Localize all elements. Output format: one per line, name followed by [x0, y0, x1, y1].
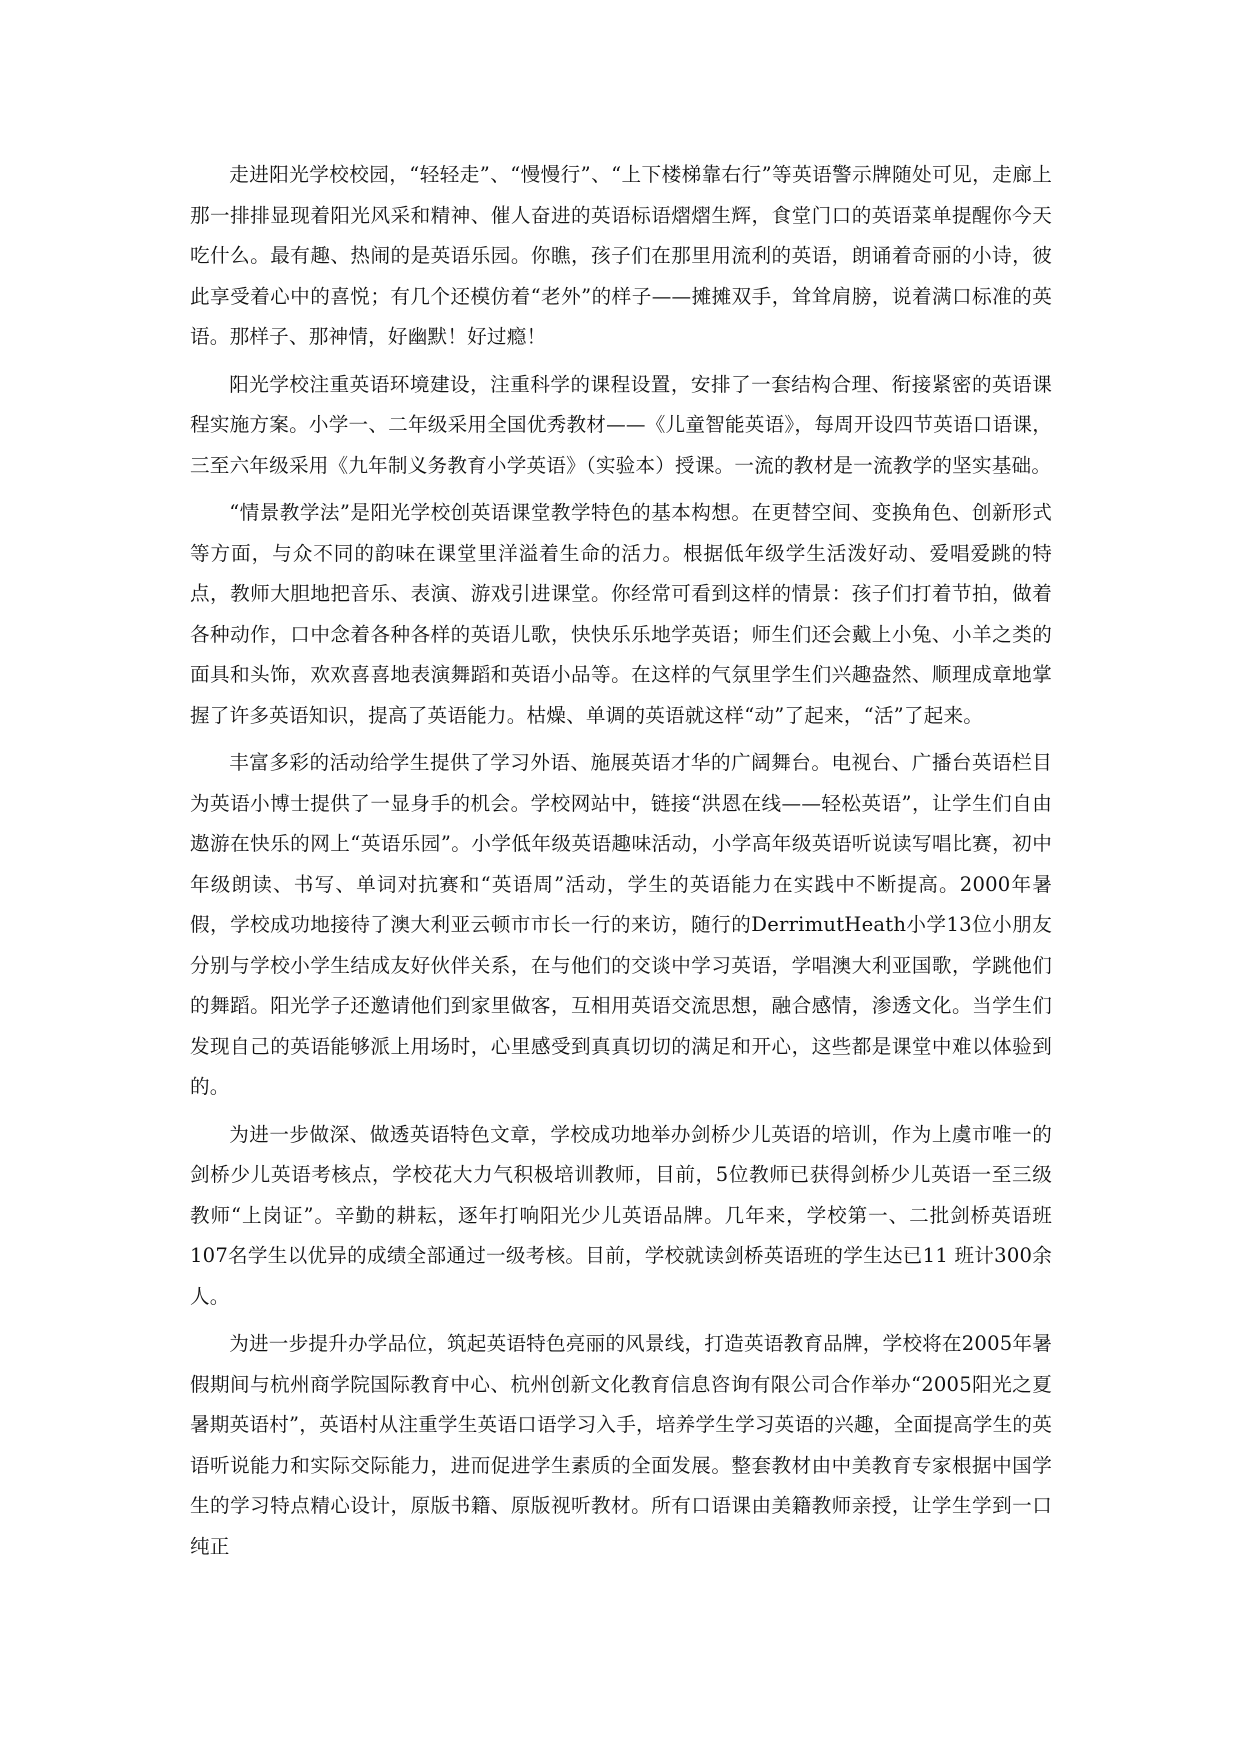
paragraph-situational-teaching: “情景教学法”是阳光学校创英语课堂教学特色的基本构想。在更替空间、变换角色、创新形式等方面，与众不同的韵味在课堂里洋溢着生命的活力。根据低年级学生活泼好动、爱唱爱跳的特点，教师大胆地把音乐、表演、游戏引进课堂。你经常可看到这样的情景：孩子们打着节拍，做着各种动作，口中念着各种各样的英语儿歌，快快乐乐地学英语；师生们还会戴上小兔、小羊之类的面具和头饰，欢欢喜喜地表演舞蹈和英语小品等。在这样的气氛里学生们兴趣盎然、顺理成章地掌握了许多英语知识，提高了英语能力。枯燥、单调的英语就这样“动”了起来，“活”了起来。 — [190, 501, 1052, 727]
paragraph-english-environment: 走进阳光学校校园，“轻轻走”、“慢慢行”、“上下楼梯靠右行”等英语警示牌随处可见，走廊上那一排排显现着阳光风采和精神、催人奋进的英语标语熠熠生辉，食堂门口的英语菜单提醒你今天吃什么。最有趣、热闹的是英语乐园。你瞧，孩子们在那里用流利的英语，朗诵着奇丽的小诗，彼此享受着心中的喜悦；有几个还模仿着“老外”的样子——摊摊双手，耸耸肩膀，说着满口标准的英语。那样子、那神情，好幽默！好过瘾！ — [190, 163, 1052, 348]
paragraph-activities: 丰富多彩的活动给学生提供了学习外语、施展英语才华的广阔舞台。电视台、广播台英语栏目为英语小博士提供了一显身手的机会。学校网站中，链接“洪恩在线——轻松英语”，让学生们自由遨游在快乐的网上“英语乐园”。小学低年级英语趣味活动，小学高年级英语听说读写唱比赛，初中年级朗读、书写、单词对抗赛和“英语周”活动，学生的英语能力在实践中不断提高。2000年暑假，学校成功地接待了澳大利亚云顿市市长一行的来访，随行的DerrimutHeath小学13位小朋友分别与学校小学生结成友好伙伴关系，在与他们的交谈中学习英语，学唱澳大利亚国歌，学跳他们的舞蹈。阳光学子还邀请他们到家里做客，互相用英语交流思想，融合感情，渗透文化。当学生们发现自己的英语能够派上用场时，心里感受到真真切切的满足和开心，这些都是课堂中难以体验到的。 — [190, 751, 1052, 1098]
paragraph-english-village: 为进一步提升办学品位，筑起英语特色亮丽的风景线，打造英语教育品牌，学校将在2005年暑假期间与杭州商学院国际教育中心、杭州创新文化教育信息咨询有限公司合作举办“2005阳光之夏暑期英语村”，英语村从注重学生英语口语学习入手，培养学生学习英语的兴趣，全面提高学生的英语听说能力和实际交际能力，进而促进学生素质的全面发展。整套教材由中美教育专家根据中国学生的学习特点精心设计，原版书籍、原版视听教材。所有口语课由美籍教师亲授，让学生学到一口纯正 — [190, 1332, 1052, 1558]
paragraph-cambridge-training: 为进一步做深、做透英语特色文章，学校成功地举办剑桥少儿英语的培训，作为上虞市唯一的剑桥少儿英语考核点，学校花大力气积极培训教师，目前，5位教师已获得剑桥少儿英语一至三级教师“上岗证”。辛勤的耕耘，逐年打响阳光少儿英语品牌。几年来，学校第一、二批剑桥英语班107名学生以优异的成绩全部通过一级考核。目前，学校就读剑桥英语班的学生达已11 班计300余人。 — [190, 1122, 1052, 1308]
paragraph-curriculum: 阳光学校注重英语环境建设，注重科学的课程设置，安排了一套结构合理、衔接紧密的英语课程实施方案。小学一、二年级采用全国优秀教材——《儿童智能英语》，每周开设四节英语口语课，三至六年级采用《九年制义务教育小学英语》（实验本）授课。一流的教材是一流教学的坚实基础。 — [190, 372, 1052, 477]
document-page — [190, 155, 1052, 1574]
